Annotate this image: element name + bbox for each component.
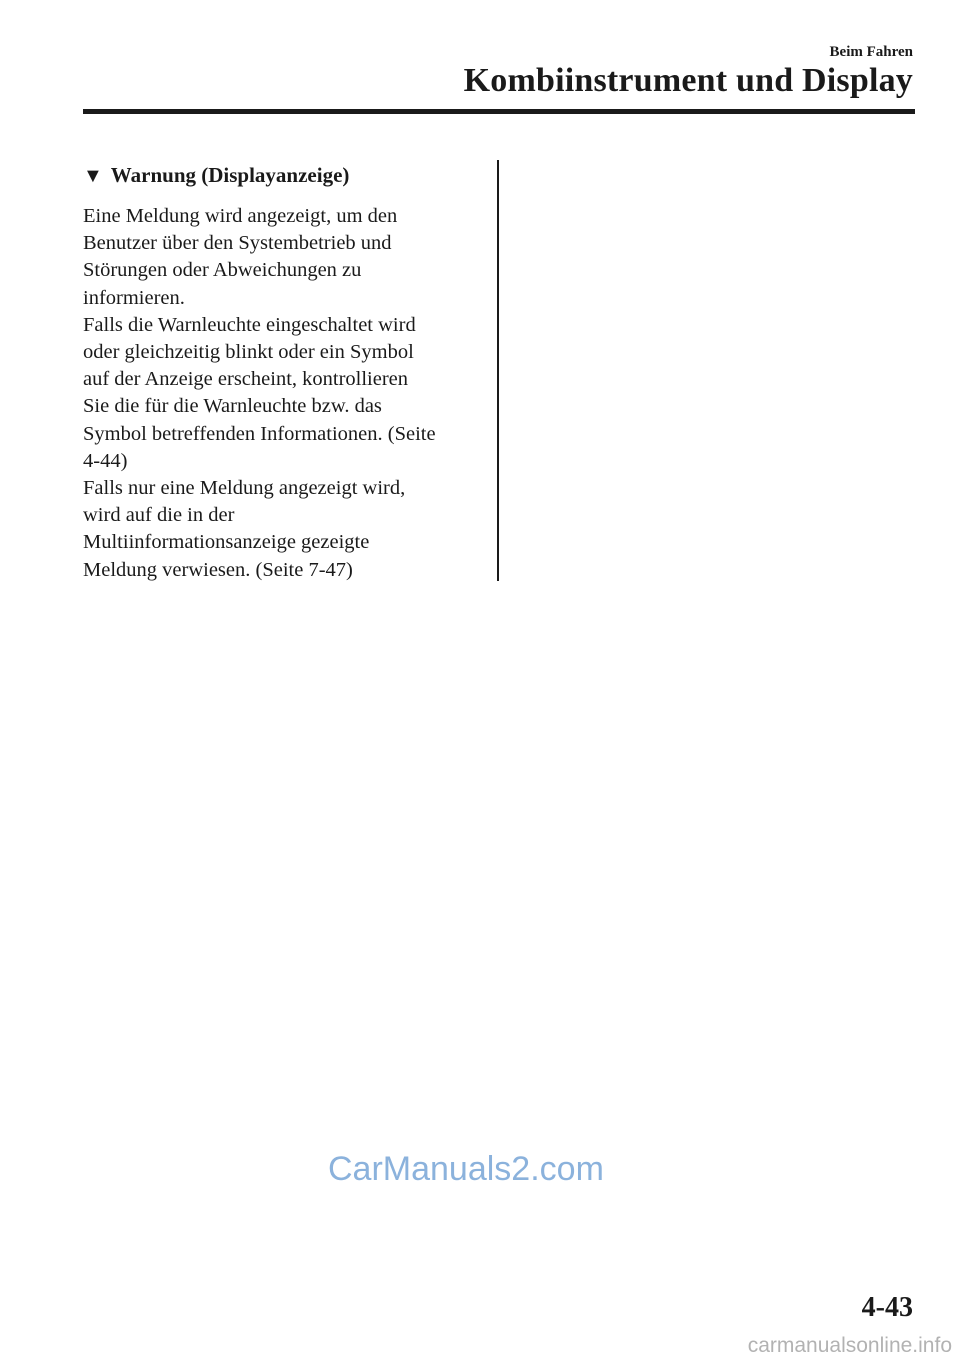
body-line: Eine Meldung wird angezeigt, um den xyxy=(83,205,398,227)
body-line: Meldung verwiesen. (Seite 7-47) xyxy=(83,558,353,581)
body-line: Falls nur eine Meldung angezeigt wird, xyxy=(83,477,406,500)
body-line: Störungen oder Abweichungen zu xyxy=(83,259,362,282)
page-number: 4-43 xyxy=(861,1292,913,1323)
watermark-carmanualsonline: carmanualsonline.info xyxy=(747,1334,952,1357)
body-line: wird auf die in der xyxy=(83,504,235,527)
body-line: auf der Anzeige erscheint, kontrollieren xyxy=(83,368,409,391)
page-title: Kombiinstrument und Display xyxy=(463,62,913,99)
section-heading-text: Warnung (Displayanzeige) xyxy=(110,163,350,187)
section-heading xyxy=(83,163,349,188)
header-divider xyxy=(83,109,915,114)
body-line: oder gleichzeitig blinkt oder ein Symbol xyxy=(83,341,414,364)
header-section-label: Beim Fahren xyxy=(829,44,913,60)
body-paragraph xyxy=(83,203,483,584)
body-line: Benutzer über den Systembetrieb und xyxy=(83,232,392,255)
body-line: Multiinformationsanzeige gezeigte xyxy=(83,531,370,554)
watermark-carmanuals2: CarManuals2.com xyxy=(328,1150,604,1188)
column-divider xyxy=(497,160,499,581)
body-line: Falls die Warnleuchte eingeschaltet wird xyxy=(83,313,416,336)
triangle-down-icon: ▼ xyxy=(83,165,103,187)
body-line: 4-44) xyxy=(83,449,128,472)
body-line: Sie die für die Warnleuchte bzw. das xyxy=(83,395,382,418)
body-line: Symbol betreffenden Informationen. (Seite xyxy=(83,422,436,445)
body-line: informieren. xyxy=(83,286,185,309)
